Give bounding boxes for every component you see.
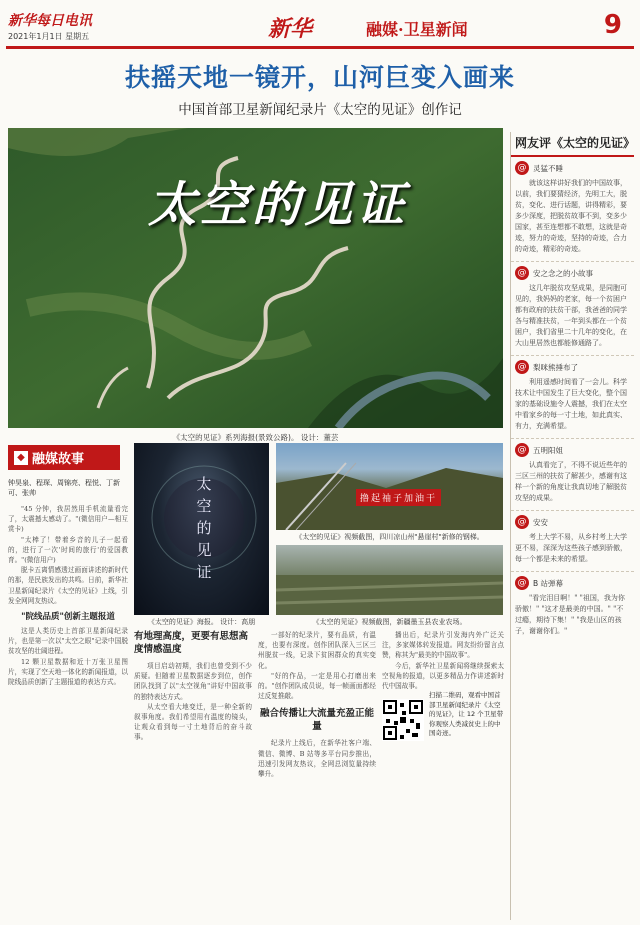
brand-logo: 新华 xyxy=(268,16,313,42)
at-icon: @ xyxy=(515,443,529,457)
comment-user: 安之念之的小故事 xyxy=(533,268,593,278)
comment-user: 五明阳姐 xyxy=(533,445,563,455)
sidebar-title: 网友评《太空的见证》 xyxy=(511,132,634,157)
at-icon: @ xyxy=(515,161,529,175)
sidebar-netizen-comments xyxy=(510,132,634,920)
section3-column xyxy=(258,630,376,779)
story-byline: 钟昊泉、程琛、周锦亮、程悦、丁新可、张帅 xyxy=(8,479,120,497)
story-paragraph: "45 分钟，我居然用手机流量看完了，太震撼太感动了。"(微信用户—相互赏卡) xyxy=(8,505,128,534)
qr-code-icon[interactable] xyxy=(382,699,424,741)
at-icon: @ xyxy=(515,515,529,529)
section3-paragraph: 一部好的纪录片，要有品质，有温度，也要有深度。创作团队深入三区三州脱贫一线，记录下贫困群众的真实变化。 xyxy=(258,631,376,670)
section4-paragraph: 播出后，纪录片引发海内外广泛关注，多家媒体转发报道。网友纷纷留言点赞，称其为"最美的中国故事"。 xyxy=(382,631,504,660)
section2-paragraph: 项目启动初期，我们也曾受到不少质疑。但随着卫星数据逐步到位，创作团队找到了以"太空视角"讲好中国故事的独特表达方式。 xyxy=(134,662,252,701)
comment-text: "看完泪目啊！" "祖国，我为你骄傲！" "这才是最美的中国。" "不过瘾，期待下集！" "我是山区的孩子，谢谢你们。" xyxy=(515,594,625,635)
section2-paragraph: 从太空看大地变迁，是一种全新的叙事角度。我们希望用有温度的镜头，让观众看到每一寸土地背后的奋斗故事。 xyxy=(134,702,252,742)
comment-user: 灵猛不睡 xyxy=(533,163,563,173)
comment-text: 这几年脱贫攻坚成果，是同胞可见的，我妈妈的老家，每一个贫困户都有政府的扶贫干部，我爸爸的同学各与精准扶贫，一年到头都在一个贫困户，我们省里二十几年的变化，在大山里居然也都能修通路了。 xyxy=(515,284,627,347)
story-subtitle: "院线品质"创新主题报道 xyxy=(21,612,115,623)
poster-title: 太空的见证 xyxy=(196,475,212,581)
hero-title-art: 太空的见证 xyxy=(148,177,409,233)
story-paragraph: "太棒了！带着乡音的儿子一起看的，进行了一次'时间的旅行'的爱国教育。"(微信用户) xyxy=(8,535,128,565)
brand-section: 融媒·卫星新闻 xyxy=(366,20,468,39)
hero-caption: 《太空的见证》系列海报(景致公路)。 设计：董芸 xyxy=(172,433,339,442)
photo2-caption: 《太空的见证》视频截图，四川凉山州"悬崖村"新修的钢梯。 xyxy=(295,533,484,541)
comment-user: B 站弹幕 xyxy=(533,578,564,588)
story-paragraph: 12 颗卫星数据和近十万张卫星图片，实现了空天地一体化的新闻报道，以院线品质创新了主题报道的表达方式。 xyxy=(8,657,128,687)
section2-column xyxy=(134,630,252,743)
comment-text: 就该这样讲好我们的中国故事，以前，我们要猜经济，先明工大，脱贫，变化、进行话题，讲得精彩，要多少深度，把脱贫故事不到，变多少国家，甚至连想都不敢想，这就是奇迹，努力的奇迹，坚持的奇迹，合力的奇迹，精彩的奇迹。 xyxy=(515,179,627,253)
section2-title: 有地理高度，更要有思想高度情感温度 xyxy=(134,631,249,655)
comment-user: 安安 xyxy=(533,517,548,527)
section3-paragraph: "好的作品，一定是用心打磨出来的。"创作团队成员说，每一帧画面都经过反复推敲。 xyxy=(258,671,376,701)
comment-user: 梨咪熊捶布了 xyxy=(533,362,578,372)
section4-paragraph: 今后，新华社卫星新闻将继续探索太空视角的报道，以更多精品力作讲述新时代中国故事。 xyxy=(382,661,504,691)
masthead-rule xyxy=(6,46,634,49)
cliff-photo-graphic xyxy=(276,443,503,530)
poster-image xyxy=(134,443,269,615)
comment-text: 利用遥感时间看了一会儿。科学技术让中国发生了巨大变化，整个国家的基础设施令人震撼，我们在太空中看家乡的每一寸土地，如此真实、有力，充满希望。 xyxy=(515,378,627,430)
comment-item xyxy=(511,572,634,643)
story-badge-label: 融媒故事 xyxy=(32,452,85,467)
paper-name: 新华每日电讯 xyxy=(8,13,92,29)
at-icon: @ xyxy=(515,576,529,590)
issue-date: 2021年1月1日 星期五 xyxy=(8,32,90,41)
farm-photo xyxy=(276,545,503,615)
section4-column xyxy=(382,630,504,741)
story-paragraph: 这是人类历史上首部卫星新闻纪录片，也是第一次以"太空之眼"记录中国脱贫攻坚的壮阔进程。 xyxy=(8,627,128,656)
story-column xyxy=(8,445,128,687)
at-icon: @ xyxy=(515,266,529,280)
story-paragraph: 脱卡五离情感透过画面讲述的新时代的那，是民族发出的共鸣。日前，新华社卫星新闻纪录片《太空的见证》上线，引发全网网友热议。 xyxy=(8,566,128,605)
subheadline: 中国首部卫星新闻纪录片《太空的见证》创作记 xyxy=(178,102,462,118)
comment-item xyxy=(511,511,634,572)
section3-title: 融合传播让大流量充盈正能量 xyxy=(259,708,374,733)
badge-square-icon: ◆ xyxy=(14,451,28,465)
at-icon: @ xyxy=(515,360,529,374)
farm-photo-graphic xyxy=(276,545,503,615)
photo3-caption: 《太空的见证》视频截图，新疆墨玉县农业农场。 xyxy=(312,618,467,626)
headline: 扶摇天地一镜开，山河巨变入画来 xyxy=(124,63,515,92)
section3-paragraph: 纪录片上线后，在新华社客户端、微信、微博、B 站等多平台同步推出，迅速引发网友热议，全网总浏览量持续攀升。 xyxy=(258,739,376,779)
page-number: 9 xyxy=(603,10,622,40)
story-badge xyxy=(8,445,120,470)
cliff-village-photo xyxy=(276,443,503,530)
poster-caption: 《太空的见证》海报。 设计：高朋 xyxy=(147,618,256,626)
comment-item xyxy=(511,157,634,262)
masthead xyxy=(6,6,634,54)
comment-text: 认真看完了，不得不说近些年的三区三州的扶贫了解甚少，感谢有这样一个新的角度让我真切地了解脱贫攻坚的成果。 xyxy=(515,461,627,502)
comment-text: 考上大学不易，从乡村考上大学更不易，深深为这些孩子感到骄傲，每一个都是未来的希望。 xyxy=(515,533,627,563)
qr-instruction: 扫描二维码，观看中国首部卫星新闻纪录片《太空的见证》，让 12 个卫星带你观察人类减贫史上的中国奇迹。 xyxy=(429,691,504,738)
comment-item xyxy=(511,439,634,511)
comment-item xyxy=(511,262,634,356)
comment-item xyxy=(511,356,634,439)
hero-aerial-photo xyxy=(8,128,503,428)
banner-text: 撸起袖子加油干 xyxy=(356,489,441,506)
